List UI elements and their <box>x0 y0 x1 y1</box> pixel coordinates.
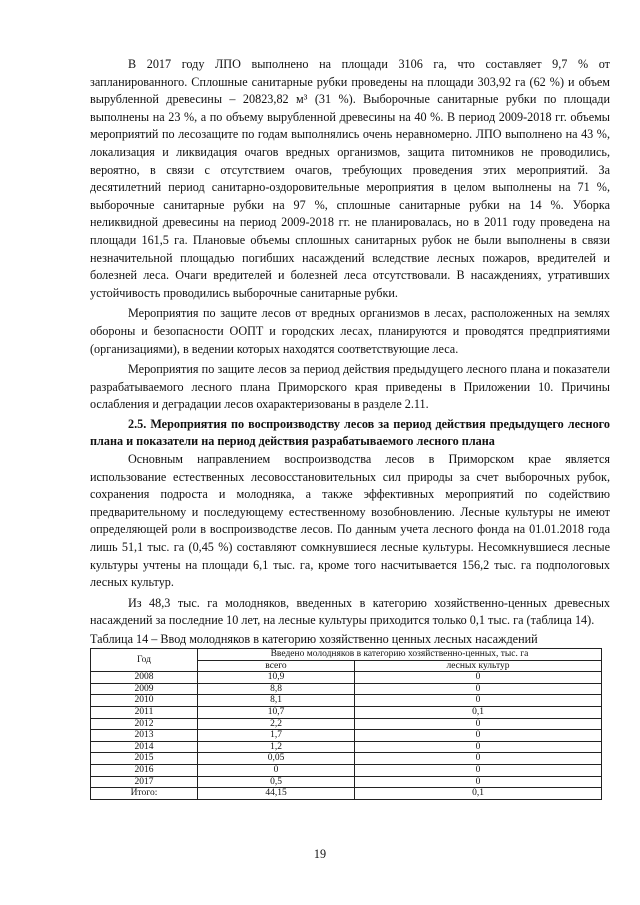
table-row <box>91 753 602 765</box>
cell-total: 0,05 <box>198 753 355 765</box>
table-row <box>91 683 602 695</box>
section-heading-2-5: 2.5. Мероприятия по воспроизводству лесов за период действия предыдущего лесного плана и показатели на период действия разрабатываемого лесного плана <box>90 416 610 449</box>
cell-cultures: 0 <box>355 776 602 788</box>
cell-cultures: 0 <box>355 764 602 776</box>
cell-year: 2016 <box>91 764 198 776</box>
young-stands-table <box>90 648 602 800</box>
cell-total: 0 <box>198 764 355 776</box>
cell-total: 10,7 <box>198 706 355 718</box>
table-body <box>91 672 602 800</box>
cell-year: 2017 <box>91 776 198 788</box>
paragraph-protection-measures: Мероприятия по защите лесов за период действия предыдущего лесного плана и показатели разрабатываемого лесного плана Приморского края приведены в Приложении 10. Причины ослабления и деградации лесов охарактеризованы в разделе 2.11. <box>90 362 610 412</box>
cell-total: 44,15 <box>198 788 355 800</box>
table-row <box>91 706 602 718</box>
header-group: Введено молодняков в категорию хозяйственно-ценных, тыс. га <box>198 649 602 661</box>
cell-cultures: 0 <box>355 741 602 753</box>
cell-year: 2008 <box>91 672 198 684</box>
cell-total: 1,2 <box>198 741 355 753</box>
cell-cultures: 0 <box>355 672 602 684</box>
document-page <box>90 56 610 800</box>
table-row <box>91 776 602 788</box>
cell-year: 2013 <box>91 730 198 742</box>
cell-year: 2015 <box>91 753 198 765</box>
cell-year: 2014 <box>91 741 198 753</box>
cell-cultures: 0 <box>355 683 602 695</box>
cell-year: 2009 <box>91 683 198 695</box>
page-number: 19 <box>313 847 327 861</box>
paragraph-young-stands: Из 48,3 тыс. га молодняков, введенных в категорию хозяйственно-ценных древесных насаждений за последние 10 лет, на лесные культуры приходится только 0,1 тыс. га (таблица 14). <box>90 595 610 628</box>
cell-year: 2010 <box>91 695 198 707</box>
table-caption: Таблица 14 – Ввод молодняков в категорию хозяйственно ценных лесных насаждений <box>90 632 538 646</box>
cell-cultures: 0 <box>355 695 602 707</box>
paragraph-lpo-2017: В 2017 году ЛПО выполнено на площади 3106 га, что составляет 9,7 % от запланированного. Сплошные санитарные рубки проведены на площади 303,92 га (62 %) и объем вырубленной древесины – 20823,82 м³ (31 %). Выборочные санитарные рубки по площади выполнены на 23 %, а по объему вырубленной древесины на 40 %. В период 2009-2018 гг. объемы мероприятий по лесозащите по годам выполнялись очень неравномерно. ЛПО выполнено на 43 %, локализация и ликвидация очагов вредных организмов, защита питомников не проводились, вероятно, в связи с отсутствием очагов, требующих проведения этих мероприятий. За десятилетний период санитарно-оздоровительные мероприятия в целом выполнены на 71 %, выборочные санитарные рубки на 97 %, сплошные санитарные рубки на 14 %. Уборка неликвидной древесины на период 2009-2018 гг. не планировалась, но в 2011 году проведена на площади 161,5 га. Плановые объемы сплошных санитарных рубок не были выполнены в связи незначительной площадью погибших насаждений вследствие лесных пожаров, вредителей и болезней леса. Очаги вредителей и болезней леса отсутствовали. В насаждениях, утративших устойчивость проводились выборочные санитарные рубки. <box>90 57 610 300</box>
cell-total: 0,5 <box>198 776 355 788</box>
table-row <box>91 788 602 800</box>
cell-total: 8,8 <box>198 683 355 695</box>
cell-total: 1,7 <box>198 730 355 742</box>
cell-year: Итого: <box>91 788 198 800</box>
header-total: всего <box>198 660 355 672</box>
header-year: Год <box>91 649 198 672</box>
cell-cultures: 0 <box>355 753 602 765</box>
table-row <box>91 672 602 684</box>
paragraph-protection-special-lands: Мероприятия по защите лесов от вредных организмов в лесах, расположенных на землях обороны и безопасности ООПТ и городских лесах, планируются и проводятся предприятиями (организациями), в ведении которых находятся соответствующие леса. <box>90 306 610 356</box>
cell-cultures: 0 <box>355 718 602 730</box>
paragraph-reproduction-direction: Основным направлением воспроизводства лесов в Приморском крае является использование естественных лесовосстановительных сил природы за счет выборочных рубок, сохранения подроста и молодняка, а также эффективных мероприятий по содействию предварительному и последующему естественному возобновлению. Лесные культуры не имеют определяющей роли в воспроизводстве лесов. По данным учета лесного фонда на 01.01.2018 года лишь 51,1 тыс. га (0,45 %) составляют сомкнувшиеся лесные культуры. Несомкнувшиеся лесные культуры учтены на площади 6,1 тыс. га, кроме того насчитывается 156,2 тыс. га подпологовых лесных культур. <box>90 452 610 590</box>
cell-total: 8,1 <box>198 695 355 707</box>
table-row <box>91 764 602 776</box>
table-row <box>91 741 602 753</box>
cell-total: 2,2 <box>198 718 355 730</box>
cell-cultures: 0,1 <box>355 706 602 718</box>
cell-cultures: 0,1 <box>355 788 602 800</box>
table-row <box>91 695 602 707</box>
cell-total: 10,9 <box>198 672 355 684</box>
cell-cultures: 0 <box>355 730 602 742</box>
header-cultures: лесных культур <box>355 660 602 672</box>
table-row <box>91 718 602 730</box>
cell-year: 2011 <box>91 706 198 718</box>
table-row <box>91 730 602 742</box>
cell-year: 2012 <box>91 718 198 730</box>
